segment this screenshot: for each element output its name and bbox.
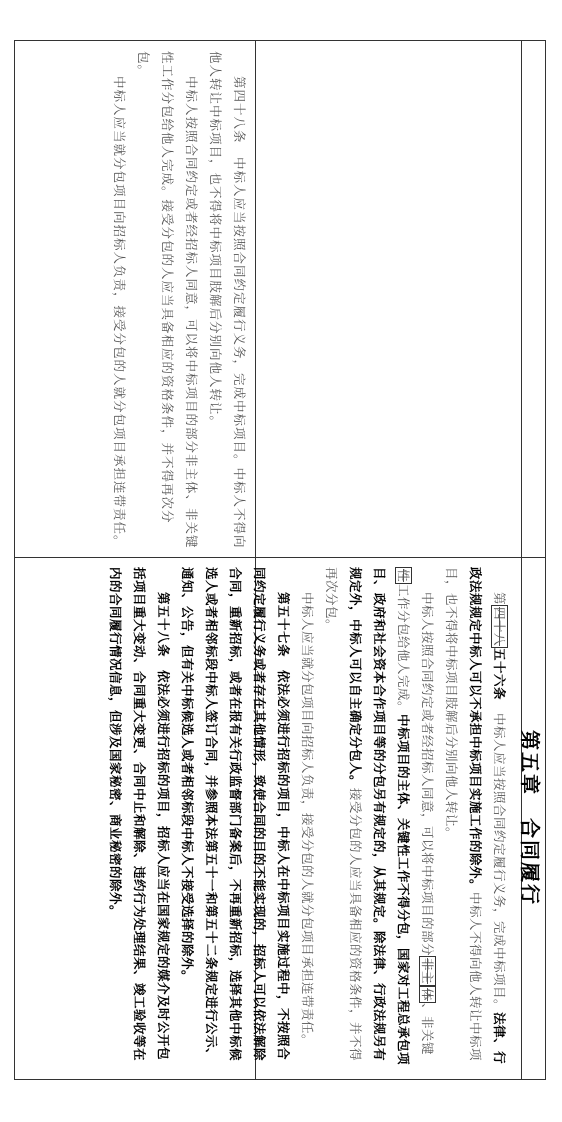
revised-article-56-paragraph-2: 中标人按照合同约定或者经招标人同意，可以将中标项目的部分非主体、非关键性工作分包给他人完成。中标项目的主体、关键性工作不得分包，国家对工程总承包项目、政府和社会资本合作项目等的分包另有规定的，从其规定。除法律、行政法规另有规定外，中标人可以自主确定分包人。接受分包的人应当具备相应的资格条件，并不得再次分包。	[324, 567, 435, 1066]
added-text: 法律、行政法规规定中标人可以不承担中标项目实施工作的除外。	[468, 567, 507, 1065]
comparison-table	[14, 40, 546, 1080]
chapter-title: 第五章 合同履行	[518, 730, 542, 906]
original-paragraph-3: 中标人应当就分包项目向招标人负责，接受分包的人就分包项目承担连带责任。	[112, 76, 127, 549]
deleted-number: 四十八	[492, 607, 507, 647]
revised-article-56: 第四十八五十六条 中标人应当按照合同约定履行义务，完成中标项目。法律、行政法规规定中标人可以不承担中标项目实施工作的除外。中标人不得向他人转让中标项目，也不得将中标项目肢解后分别向他人转让。	[444, 567, 507, 1065]
revised-article-57: 第五十七条 依法必须进行招标的项目，中标人在中标项目实施过程中，不按照合同约定履行义务或者存在其他情形，致使合同的目的不能实现的，招标人可以依法解除合同，重新招标，或者在报有关行政监督部门备案后，不再重新招标，选择其他中标候选人或者相邻标段中标人签订合同，并参照本法第五十一和第五十二条规定进行公示、通知、公告，但有关中标候选人或者相邻标段中标人不接受选择的除外。	[180, 567, 291, 1062]
added-text: 中标项目的主体、关键性工作不得分包，国家对工程总承包项目、政府和社会资本合作项目等的分包另有规定的，从其规定。除法律、行政法规另有规定外，中标人可以自主确定分包人。	[348, 567, 411, 1066]
original-article-48	[19, 47, 251, 553]
revised-chapter-5	[25, 561, 545, 1075]
row-divider	[15, 557, 545, 558]
revised-article-56-paragraph-3: 中标人应当就分包项目向招标人负责，接受分包的人就分包项目承担连带责任。	[300, 592, 315, 1048]
revised-article-58: 第五十八条 依法必须进行招标的项目，招标人应当在国家规定的媒介及时公开包括项目重大变动、合同重大变更、合同中止和解除、违约行为处理结果、竣工验收等在内的合同履行情况信息，但涉及国家秘密、商业秘密的除外。	[108, 567, 171, 1062]
original-paragraph-2: 中标人按照合同约定或者经招标人同意，可以将中标项目的部分非主体、非关键性工作分包给他人完成。接受分包的人应当具备相应的资格条件，并不得再次分包。	[136, 51, 199, 549]
original-paragraph-1: 第四十八条 中标人应当按照合同约定履行义务，完成中标项目。中标人不得向他人转让中标项目，也不得将中标项目肢解后分别向他人转让。	[208, 51, 247, 549]
new-number: 五十六条	[492, 648, 507, 701]
